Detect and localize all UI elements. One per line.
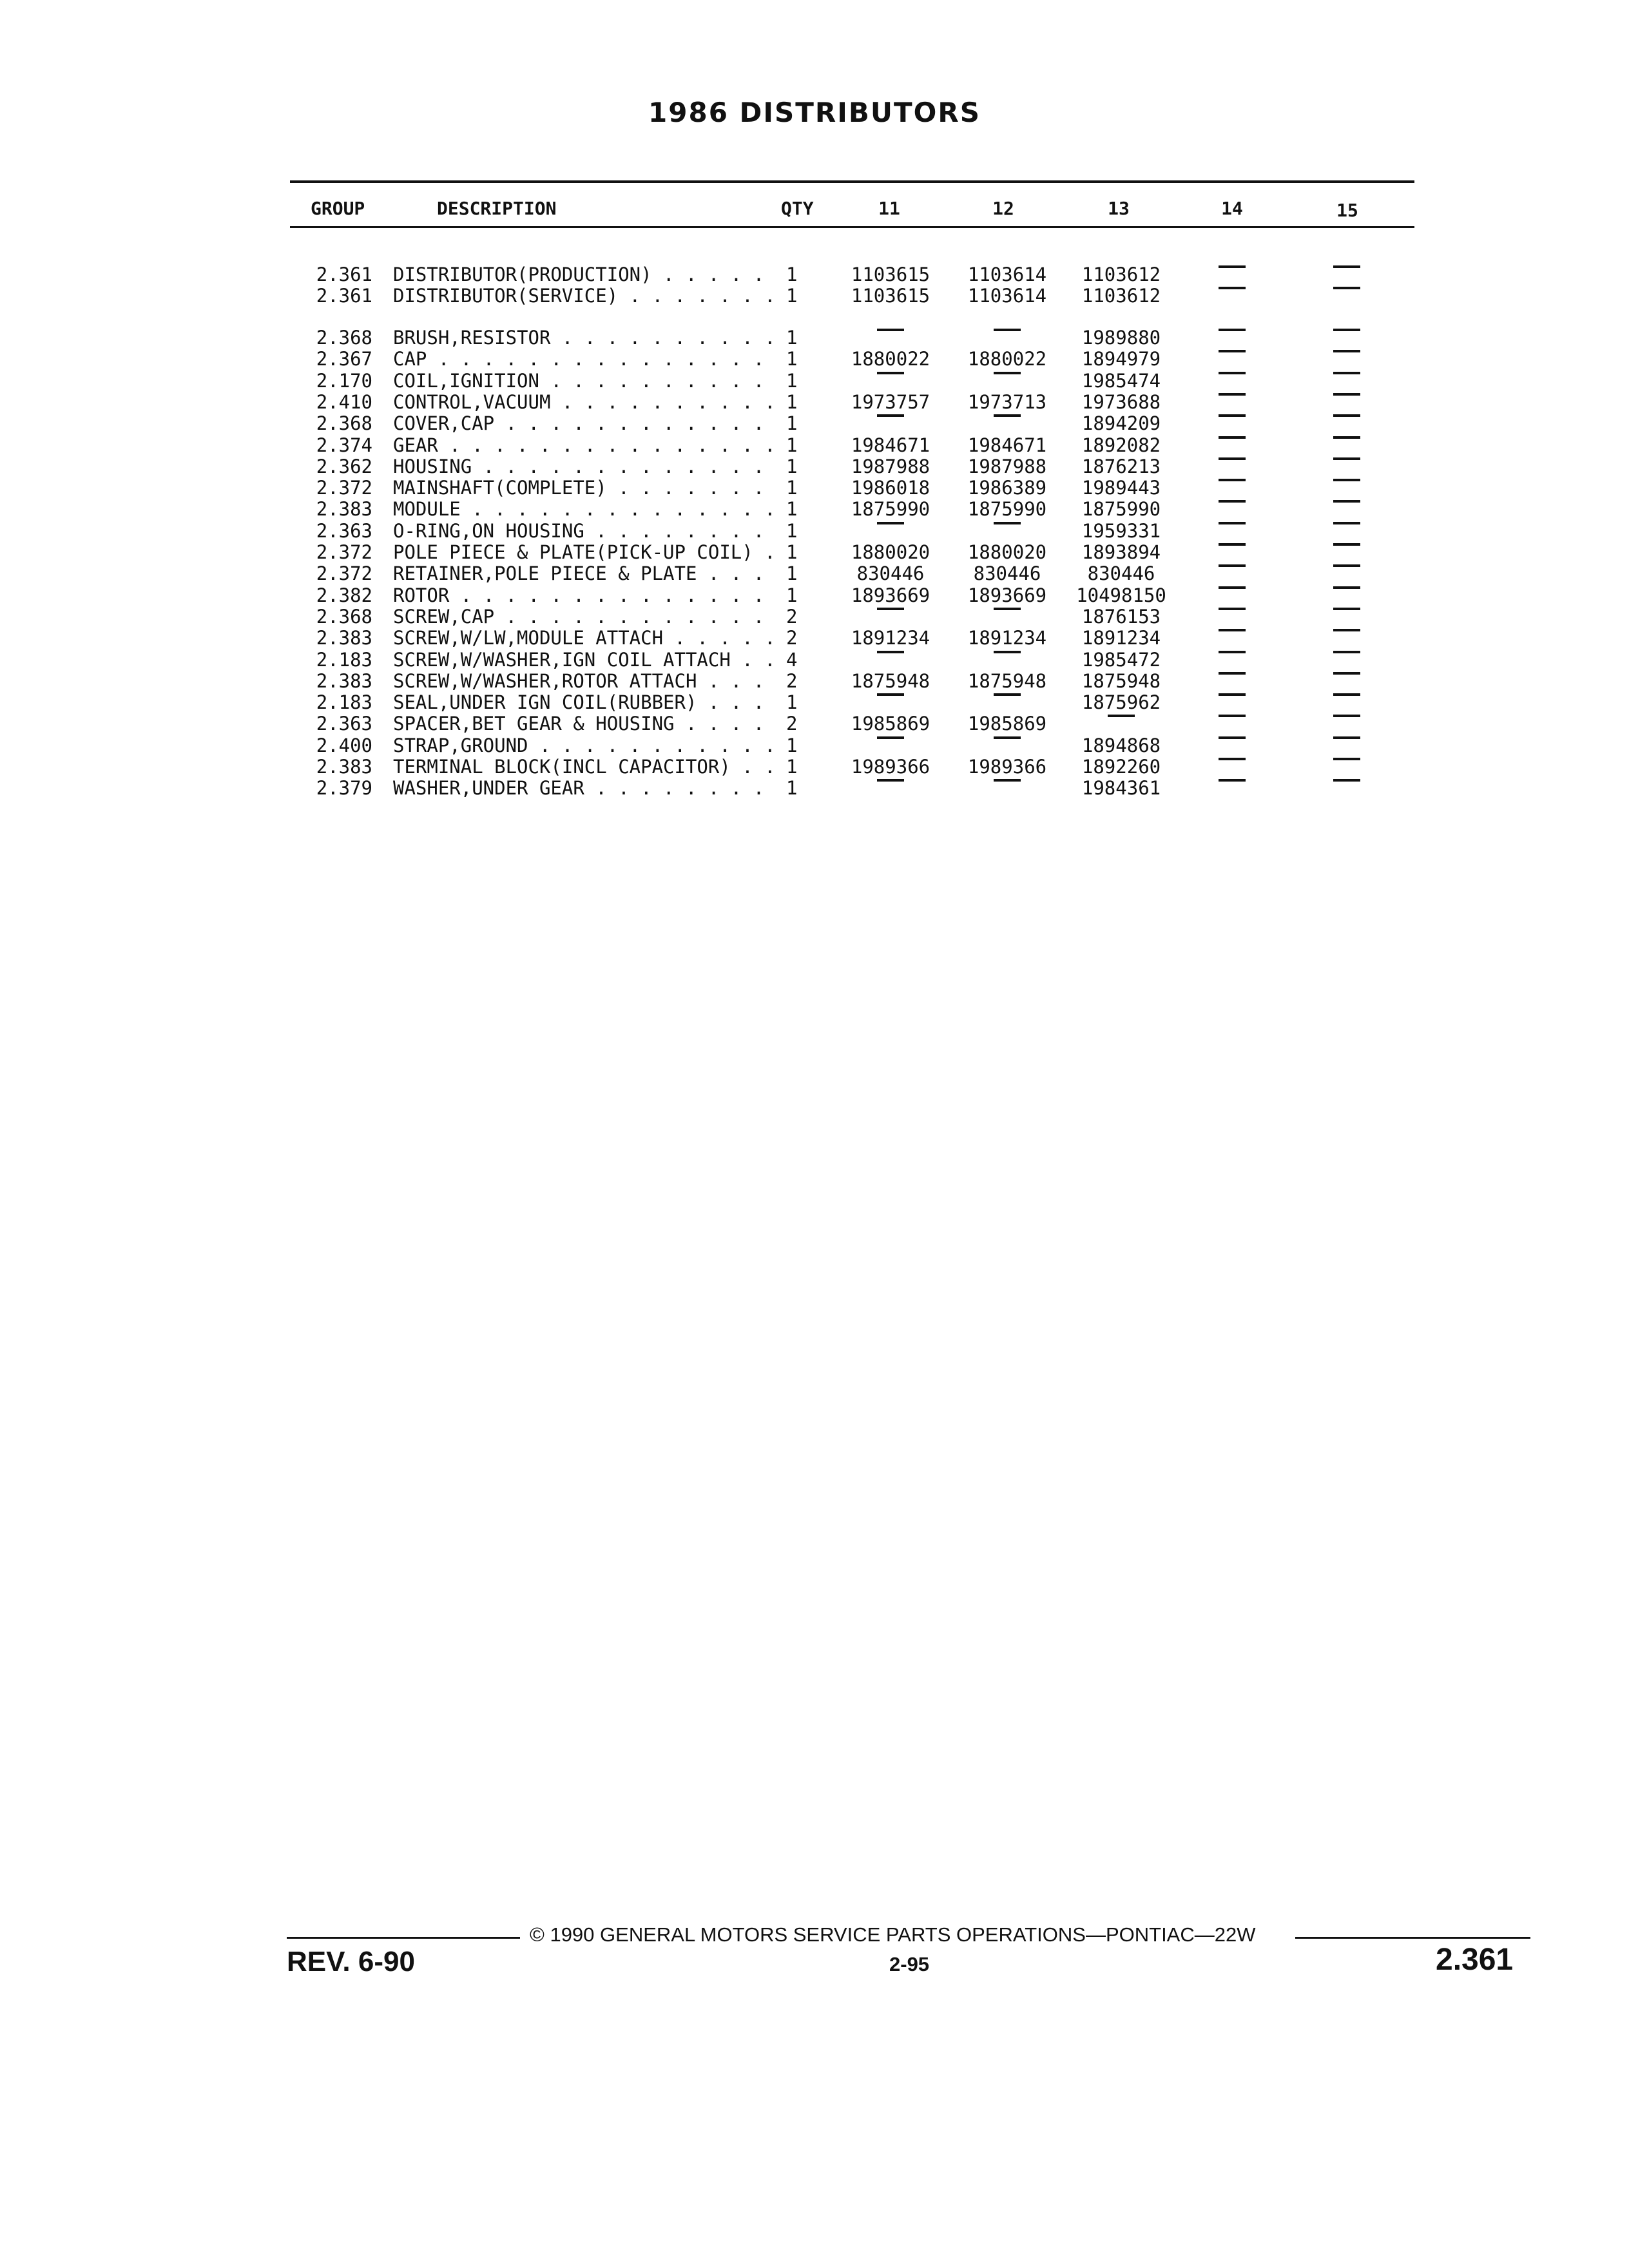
part-number-cell-12 [952,778,1062,799]
part-number-cell-13: 1959331 [1081,519,1161,542]
group-cell: 2.367 [316,348,372,370]
page-title: 1986 DISTRIBUTORS [648,97,981,128]
part-number-cell-12: 1103614 [967,264,1047,285]
part-number-cell-12: 1103614 [967,285,1047,307]
part-number-cell-12: 1875948 [967,669,1047,692]
column-header-14: 14 [1221,198,1243,219]
part-number-cell-11: 1880020 [851,541,930,563]
part-number-cell-14 [1177,649,1287,671]
page-number: 2-95 [889,1953,930,1975]
not-applicable-dash [1108,715,1135,717]
part-number-cell-13: 1989443 [1081,477,1161,499]
part-number-cell-13: 1892260 [1081,756,1161,778]
part-number-cell-15 [1292,413,1402,434]
not-applicable-dash [1333,693,1360,696]
not-applicable-dash [1219,586,1246,589]
group-cell: 2.368 [316,605,372,628]
not-applicable-dash [877,693,904,696]
part-number-cell-15 [1292,692,1402,713]
part-number-cell-12: 830446 [973,562,1041,585]
not-applicable-dash [1333,651,1360,653]
qty-cell: 2 [786,627,798,649]
not-applicable-dash [1219,629,1246,631]
group-cell: 2.368 [316,412,372,435]
part-number-cell-13: 1894209 [1081,412,1161,435]
part-number-cell-14 [1177,456,1287,477]
part-number-cell-15 [1292,370,1402,392]
part-number-cell-14 [1177,435,1287,456]
column-header-15: 15 [1336,200,1358,221]
description-cell: COIL,IGNITION . . . [393,370,776,392]
not-applicable-dash [994,522,1021,524]
part-number-cell-13: 1989880 [1081,327,1161,349]
description-cell: SCREW,W/WASHER,IGN COIL ATTACH . . . [393,649,776,671]
part-number-cell-11 [836,521,945,542]
part-number-cell-12: 1973713 [967,390,1047,413]
part-number-cell-12: 1987988 [967,455,1047,477]
part-number-cell-14 [1177,542,1287,563]
part-number-cell-13: 1893894 [1081,541,1161,563]
description-cell: SPACER,BET GEAR & HOUSING . . . [393,713,776,735]
part-number-cell-13 [1066,713,1176,735]
part-number-cell-11: 1985869 [851,713,930,735]
description-cell: HOUSING . . . [393,456,776,477]
part-number-cell-15 [1292,499,1402,520]
not-applicable-dash [1333,564,1360,567]
part-number-cell-12 [952,606,1062,628]
not-applicable-dash [877,608,904,610]
footer-rule-left [287,1937,520,1939]
part-number-cell-13: 1892082 [1081,434,1161,456]
not-applicable-dash [1219,779,1246,782]
not-applicable-dash [1333,457,1360,460]
not-applicable-dash [1219,608,1246,610]
part-number-cell-15 [1292,778,1402,799]
not-applicable-dash [994,372,1021,374]
part-number-cell-15 [1292,649,1402,671]
description-cell: STRAP,GROUND . . . [393,735,776,756]
qty-cell: 1 [786,285,798,307]
part-number-cell-14 [1177,692,1287,713]
part-number-cell-12: 1891234 [967,627,1047,649]
part-number-cell-13: 830446 [1087,562,1155,585]
part-number-cell-12: 1984671 [967,434,1047,456]
part-number-cell-14 [1177,735,1287,756]
part-number-cell-15 [1292,563,1402,584]
part-number-cell-11 [836,413,945,434]
description-cell: SEAL,UNDER IGN COIL(RUBBER) . . . [393,692,776,713]
part-number-cell-13: 1985472 [1081,648,1161,671]
not-applicable-dash [1219,651,1246,653]
description-cell: CAP . . . [393,349,776,370]
not-applicable-dash [1333,287,1360,289]
part-number-cell-13: 1876153 [1081,605,1161,628]
part-number-cell-14 [1177,756,1287,778]
qty-cell: 1 [786,455,798,477]
not-applicable-dash [994,736,1021,739]
not-applicable-dash [1219,414,1246,417]
not-applicable-dash [1219,350,1246,352]
group-cell: 2.372 [316,477,372,499]
part-number-cell-13: 1985474 [1081,369,1161,392]
part-number-cell-13: 1103612 [1081,285,1161,307]
group-cell: 2.374 [316,434,372,456]
description-cell: TERMINAL BLOCK(INCL CAPACITOR) . . . [393,756,776,778]
part-number-cell-12 [952,327,1062,349]
not-applicable-dash [1219,564,1246,567]
qty-cell: 2 [786,713,798,735]
part-number-cell-15 [1292,585,1402,606]
part-number-cell-11 [836,778,945,799]
header-top-rule [290,180,1414,183]
description-cell: O-RING,ON HOUSING . . . [393,521,776,542]
part-number-cell-11 [836,735,945,756]
part-number-cell-14 [1177,349,1287,370]
not-applicable-dash [1219,479,1246,481]
qty-cell: 1 [786,327,798,349]
qty-cell: 2 [786,605,798,628]
part-number-cell-11: 1875948 [851,669,930,692]
part-number-cell-13: 1875990 [1081,498,1161,521]
part-number-cell-12 [952,692,1062,713]
part-number-cell-11 [836,649,945,671]
part-number-cell-14 [1177,392,1287,413]
qty-cell: 1 [786,477,798,499]
group-cell: 2.372 [316,541,372,563]
part-number-cell-13: 1894979 [1081,348,1161,370]
description-cell: DISTRIBUTOR(SERVICE) . . . [393,285,776,307]
not-applicable-dash [1219,736,1246,739]
part-number-cell-14 [1177,327,1287,349]
part-number-cell-14 [1177,264,1287,285]
part-number-cell-15 [1292,456,1402,477]
column-header-13: 13 [1108,198,1130,219]
not-applicable-dash [994,608,1021,610]
description-cell: MAINSHAFT(COMPLETE) . . . [393,477,776,499]
not-applicable-dash [1219,436,1246,439]
group-cell: 2.383 [316,627,372,649]
part-number-cell-15 [1292,264,1402,285]
part-number-cell-14 [1177,370,1287,392]
part-number-cell-11: 1984671 [851,434,930,456]
part-number-cell-12: 1875990 [967,498,1047,521]
part-number-cell-12 [952,649,1062,671]
not-applicable-dash [994,693,1021,696]
part-number-cell-15 [1292,713,1402,735]
not-applicable-dash [1333,779,1360,782]
part-number-cell-14 [1177,585,1287,606]
qty-cell: 1 [786,756,798,778]
part-number-cell-15 [1292,671,1402,692]
part-number-cell-15 [1292,392,1402,413]
part-number-cell-12: 1989366 [967,756,1047,778]
part-number-cell-13: 1894868 [1081,734,1161,756]
part-number-cell-15 [1292,521,1402,542]
part-number-cell-14 [1177,413,1287,434]
group-cell: 2.361 [316,264,372,285]
group-cell: 2.382 [316,584,372,606]
not-applicable-dash [1333,758,1360,760]
part-number-cell-15 [1292,735,1402,756]
not-applicable-dash [994,779,1021,782]
part-number-cell-14 [1177,671,1287,692]
part-number-cell-15 [1292,349,1402,370]
part-number-cell-11: 1893669 [851,584,930,606]
not-applicable-dash [877,736,904,739]
not-applicable-dash [1219,758,1246,760]
not-applicable-dash [1219,372,1246,374]
description-cell: ROTOR . . . [393,585,776,606]
group-cell: 2.183 [316,648,372,671]
group-cell: 2.383 [316,756,372,778]
part-number-cell-11: 1986018 [851,477,930,499]
not-applicable-dash [877,414,904,417]
part-number-cell-12 [952,735,1062,756]
qty-cell: 4 [786,648,798,671]
not-applicable-dash [994,329,1021,331]
group-cell: 2.379 [316,777,372,800]
description-cell: MODULE . . . [393,499,776,520]
column-header-qty: QTY [781,198,814,219]
part-number-cell-14 [1177,499,1287,520]
not-applicable-dash [1333,500,1360,503]
part-number-cell-13: 1103612 [1081,264,1161,285]
part-number-cell-11 [836,327,945,349]
copyright-notice: © 1990 GENERAL MOTORS SERVICE PARTS OPERATIONS—PONTIAC—22W [530,1923,1256,1946]
part-number-cell-14 [1177,713,1287,735]
qty-cell: 1 [786,777,798,800]
part-number-cell-15 [1292,327,1402,349]
not-applicable-dash [877,372,904,374]
qty-cell: 1 [786,264,798,285]
group-cell: 2.368 [316,327,372,349]
column-header-description: DESCRIPTION [437,198,557,219]
not-applicable-dash [1333,736,1360,739]
description-cell: RETAINER,POLE PIECE & PLATE . . . [393,563,776,584]
part-number-cell-11: 1103615 [851,264,930,285]
description-cell: POLE PIECE & PLATE(PICK-UP COIL) . . . [393,542,776,563]
not-applicable-dash [1219,672,1246,675]
qty-cell: 1 [786,584,798,606]
not-applicable-dash [877,651,904,653]
group-cell: 2.400 [316,734,372,756]
part-number-cell-11: 1103615 [851,285,930,307]
part-number-cell-12: 1880020 [967,541,1047,563]
revision-label: REV. 6-90 [287,1946,415,1977]
description-cell: BRUSH,RESISTOR . . . [393,327,776,349]
description-cell: COVER,CAP . . . [393,413,776,434]
column-header-group: GROUP [311,198,365,219]
part-number-cell-12 [952,370,1062,392]
not-applicable-dash [1219,457,1246,460]
part-number-cell-15 [1292,606,1402,628]
part-number-cell-13: 10498150 [1076,584,1166,606]
not-applicable-dash [1333,586,1360,589]
footer-rule-right [1295,1937,1530,1939]
group-cell: 2.383 [316,498,372,521]
qty-cell: 1 [786,348,798,370]
not-applicable-dash [1333,715,1360,717]
qty-cell: 1 [786,369,798,392]
group-cell: 2.362 [316,455,372,477]
qty-cell: 1 [786,691,798,714]
not-applicable-dash [877,779,904,782]
column-header-11: 11 [878,198,900,219]
not-applicable-dash [1333,329,1360,331]
section-number: 2.361 [1436,1943,1514,1977]
part-number-cell-15 [1292,542,1402,563]
group-cell: 2.383 [316,669,372,692]
part-number-cell-12 [952,413,1062,434]
part-number-cell-11: 1875990 [851,498,930,521]
not-applicable-dash [1333,265,1360,268]
part-number-cell-14 [1177,606,1287,628]
column-header-12: 12 [992,198,1014,219]
description-cell: GEAR . . . [393,435,776,456]
part-number-cell-11: 830446 [856,562,925,585]
part-number-cell-15 [1292,756,1402,778]
part-number-cell-14 [1177,563,1287,584]
not-applicable-dash [1219,522,1246,524]
qty-cell: 1 [786,519,798,542]
group-cell: 2.183 [316,691,372,714]
part-number-cell-13: 1891234 [1081,627,1161,649]
part-number-cell-12: 1880022 [967,348,1047,370]
description-cell: WASHER,UNDER GEAR . . . [393,778,776,799]
not-applicable-dash [1333,608,1360,610]
qty-cell: 1 [786,734,798,756]
qty-cell: 1 [786,562,798,585]
description-cell: SCREW,CAP . . . [393,606,776,628]
part-number-cell-15 [1292,435,1402,456]
not-applicable-dash [994,651,1021,653]
not-applicable-dash [1333,629,1360,631]
part-number-cell-14 [1177,628,1287,649]
not-applicable-dash [1219,500,1246,503]
not-applicable-dash [877,329,904,331]
part-number-cell-13: 1875962 [1081,691,1161,714]
part-number-cell-14 [1177,477,1287,499]
not-applicable-dash [1219,543,1246,546]
part-number-cell-15 [1292,477,1402,499]
not-applicable-dash [877,522,904,524]
qty-cell: 1 [786,390,798,413]
group-cell: 2.372 [316,562,372,585]
not-applicable-dash [1333,393,1360,396]
description-cell: SCREW,W/LW,MODULE ATTACH . . . [393,628,776,649]
part-number-cell-12: 1986389 [967,477,1047,499]
not-applicable-dash [1333,414,1360,417]
part-number-cell-13: 1973688 [1081,390,1161,413]
group-cell: 2.361 [316,285,372,307]
not-applicable-dash [1219,693,1246,696]
not-applicable-dash [1333,479,1360,481]
not-applicable-dash [1219,715,1246,717]
part-number-cell-14 [1177,521,1287,542]
header-bottom-rule [290,226,1414,228]
group-cell: 2.363 [316,519,372,542]
not-applicable-dash [1333,672,1360,675]
part-number-cell-11: 1973757 [851,390,930,413]
description-cell: SCREW,W/WASHER,ROTOR ATTACH . . . [393,671,776,692]
not-applicable-dash [1333,372,1360,374]
qty-cell: 2 [786,669,798,692]
qty-cell: 1 [786,541,798,563]
qty-cell: 1 [786,498,798,521]
not-applicable-dash [1219,393,1246,396]
part-number-cell-12 [952,521,1062,542]
part-number-cell-13: 1875948 [1081,669,1161,692]
part-number-cell-12: 1985869 [967,713,1047,735]
part-number-cell-15 [1292,628,1402,649]
part-number-cell-11 [836,606,945,628]
part-number-cell-14 [1177,285,1287,307]
part-number-cell-15 [1292,285,1402,307]
part-number-cell-13: 1876213 [1081,455,1161,477]
not-applicable-dash [1219,265,1246,268]
group-cell: 2.363 [316,713,372,735]
part-number-cell-11: 1989366 [851,756,930,778]
qty-cell: 1 [786,412,798,435]
not-applicable-dash [1333,522,1360,524]
description-cell: CONTROL,VACUUM . . . [393,392,776,413]
not-applicable-dash [1333,436,1360,439]
qty-cell: 1 [786,434,798,456]
part-number-cell-11: 1880022 [851,348,930,370]
part-number-cell-11: 1987988 [851,455,930,477]
part-number-cell-13: 1984361 [1081,777,1161,800]
part-number-cell-14 [1177,778,1287,799]
part-number-cell-11 [836,370,945,392]
group-cell: 2.410 [316,390,372,413]
not-applicable-dash [994,414,1021,417]
description-cell: DISTRIBUTOR(PRODUCTION) . . . [393,264,776,285]
part-number-cell-11 [836,692,945,713]
not-applicable-dash [1219,287,1246,289]
part-number-cell-12: 1893669 [967,584,1047,606]
group-cell: 2.170 [316,369,372,392]
not-applicable-dash [1333,350,1360,352]
not-applicable-dash [1219,329,1246,331]
part-number-cell-11: 1891234 [851,627,930,649]
not-applicable-dash [1333,543,1360,546]
